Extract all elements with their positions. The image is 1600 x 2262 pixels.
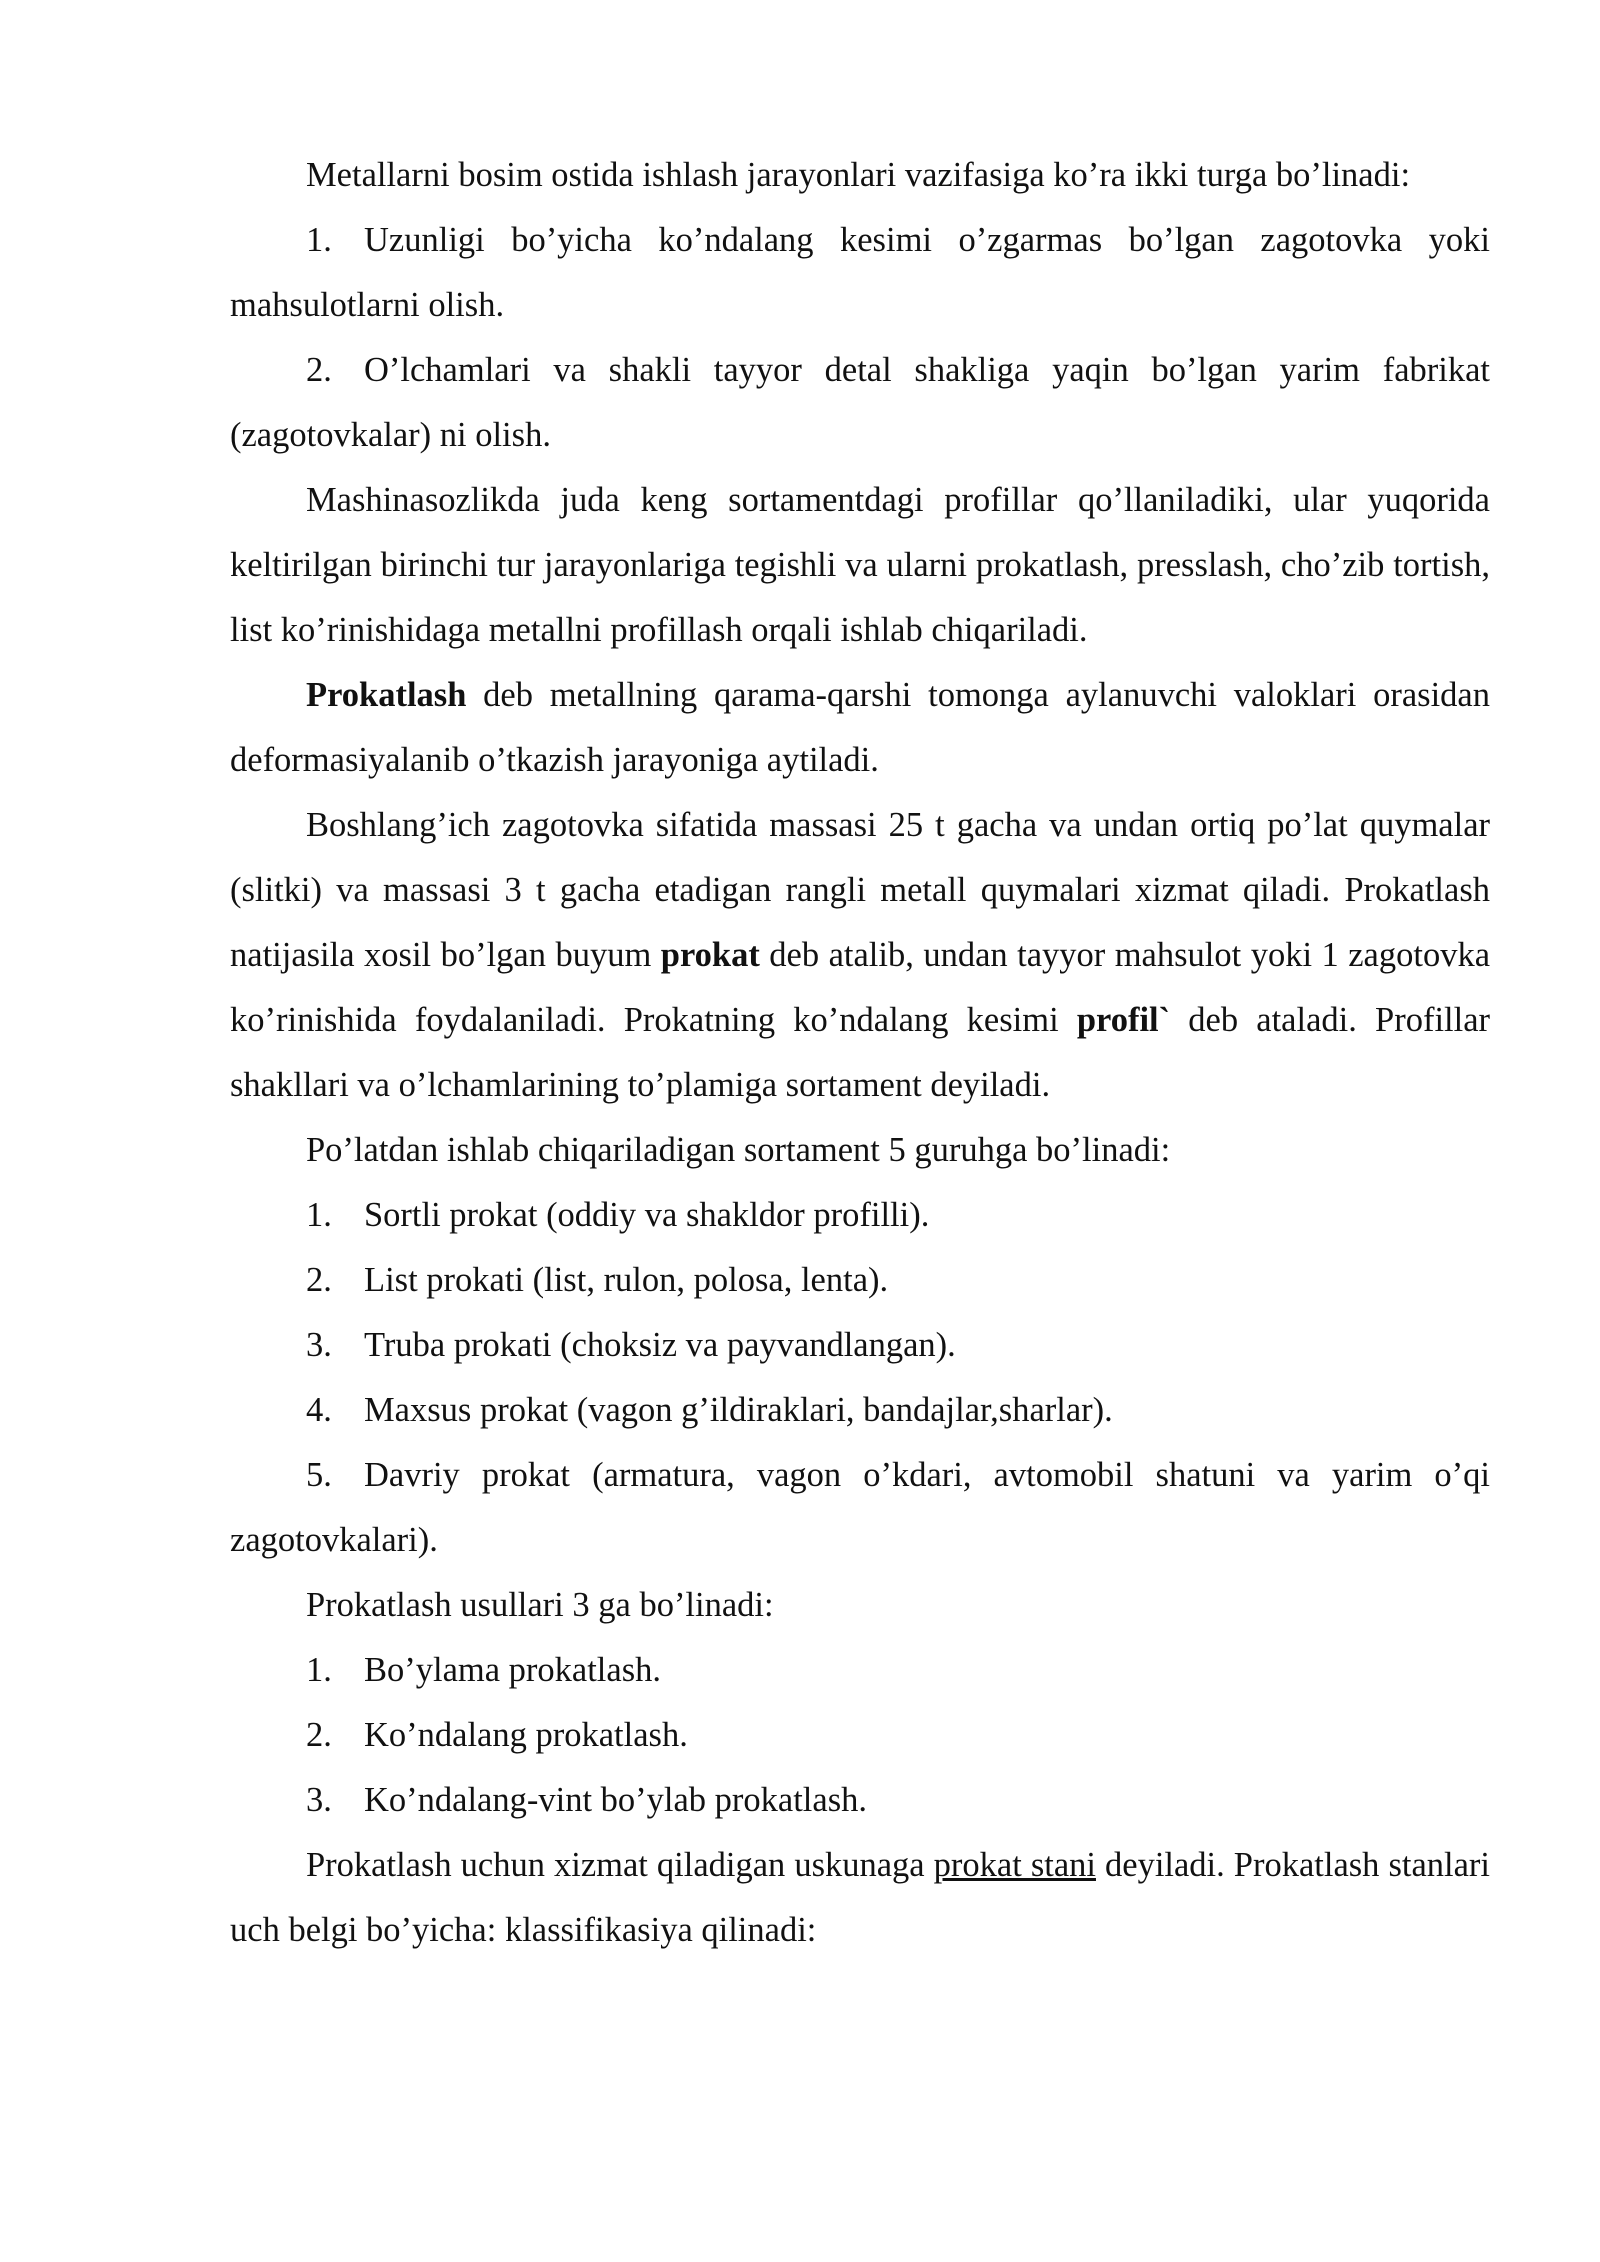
term-prokat: prokat bbox=[660, 936, 760, 974]
list-item bbox=[230, 1443, 1490, 1573]
term-prokat-stani: prokat stani bbox=[933, 1846, 1096, 1884]
list-item-text: Sortli prokat (oddiy va shakldor profilli). bbox=[364, 1196, 930, 1234]
list-item-text: Uzunligi bo’yicha ko’ndalang kesimi o’zgarmas bo’lgan zagotovka yoki mahsulotlarni olish. bbox=[230, 221, 1490, 324]
list-item bbox=[230, 1248, 1490, 1313]
list-number: 1. bbox=[306, 1196, 332, 1234]
document-page bbox=[230, 143, 1490, 1963]
list-number: 5. bbox=[306, 1456, 332, 1494]
paragraph-text: Boshlang’ich zagotovka sifatida massasi 25 t gacha va undan ortiq po’lat quymalar (slitki) va massasi 3 t gacha etadigan rangli metall quymalari xizmat qiladi. Prokatlash natijasila xosil bo’lgan buyum bbox=[230, 806, 1490, 974]
list-number: 3. bbox=[306, 1781, 332, 1819]
list-item-text: O’lchamlari va shakli tayyor detal shakliga yaqin bo’lgan yarim fabrikat (zagotovkalar) ni olish. bbox=[230, 351, 1490, 454]
list-item-text: Bo’ylama prokatlash. bbox=[364, 1651, 662, 1689]
list-item bbox=[230, 1703, 1490, 1768]
mashinasozlik-paragraph: Mashinasozlikda juda keng sortamentdagi profillar qo’llaniladiki, ular yuqorida keltirilgan birinchi tur jarayonlariga tegishli va ularni prokatlash, presslash, cho’zib tortish, list ko’rinishidaga metallni profillash orqali ishlab chiqariladi. bbox=[230, 481, 1490, 649]
list-item-text: List prokati (list, rulon, polosa, lenta). bbox=[364, 1261, 889, 1299]
list-number: 2. bbox=[306, 1716, 332, 1754]
paragraph-text: deb atalib, undan tayyor mahsulot yoki 1 zagotovka ko’rinishida foydalaniladi. Prokatning ko’ndalang kesimi bbox=[230, 936, 1491, 1039]
list-item bbox=[230, 1638, 1490, 1703]
sortament-intro-paragraph: Po’latdan ishlab chiqariladigan sortament 5 guruhga bo’linadi: bbox=[306, 1131, 1171, 1169]
list-item bbox=[230, 1183, 1490, 1248]
list-number: 1. bbox=[306, 221, 332, 259]
list-number: 2. bbox=[306, 351, 332, 389]
list-number: 2. bbox=[306, 1261, 332, 1299]
paragraph-text: deyiladi. Prokatlash stanlari uch belgi bo’yicha: klassifikasiya qilinadi: bbox=[230, 1846, 1491, 1949]
list-item bbox=[230, 208, 1490, 338]
list-item-text: Truba prokati (choksiz va payvandlangan). bbox=[364, 1326, 956, 1364]
list-item bbox=[230, 338, 1490, 468]
definition-text: deb metallning qarama-qarshi tomonga aylanuvchi valoklari orasidan deformasiyalanib o’tkazish jarayoniga aytiladi. bbox=[230, 676, 1490, 779]
list-item bbox=[230, 1378, 1490, 1443]
list-item-text: Maxsus prokat (vagon g’ildiraklari, bandajlar,sharlar). bbox=[364, 1391, 1113, 1429]
intro-paragraph: Metallarni bosim ostida ishlash jarayonlari vazifasiga ko’ra ikki turga bo’linadi: bbox=[306, 156, 1411, 194]
prokatlash-definition-paragraph bbox=[230, 663, 1490, 793]
list-number: 3. bbox=[306, 1326, 332, 1364]
list-item bbox=[230, 1313, 1490, 1378]
list-item-text: Ko’ndalang prokatlash. bbox=[364, 1716, 688, 1754]
prokat-stani-paragraph bbox=[230, 1833, 1490, 1963]
list-item bbox=[230, 1768, 1490, 1833]
term-profil: profil` bbox=[1076, 1001, 1171, 1039]
boshlangich-paragraph bbox=[230, 793, 1490, 1118]
usullar-intro-paragraph: Prokatlash usullari 3 ga bo’linadi: bbox=[306, 1586, 774, 1624]
list-number: 4. bbox=[306, 1391, 332, 1429]
list-item-text: Davriy prokat (armatura, vagon o’kdari, avtomobil shatuni va yarim o’qi zagotovkalari). bbox=[230, 1456, 1490, 1559]
paragraph-text: Prokatlash uchun xizmat qiladigan uskunaga bbox=[306, 1846, 934, 1884]
paragraph-text: deb ataladi. Profillar shakllari va o’lchamlarining to’plamiga sortament deyiladi. bbox=[230, 1001, 1490, 1104]
term-prokatlash: Prokatlash bbox=[306, 676, 467, 714]
list-item-text: Ko’ndalang-vint bo’ylab prokatlash. bbox=[364, 1781, 867, 1819]
list-number: 1. bbox=[306, 1651, 332, 1689]
